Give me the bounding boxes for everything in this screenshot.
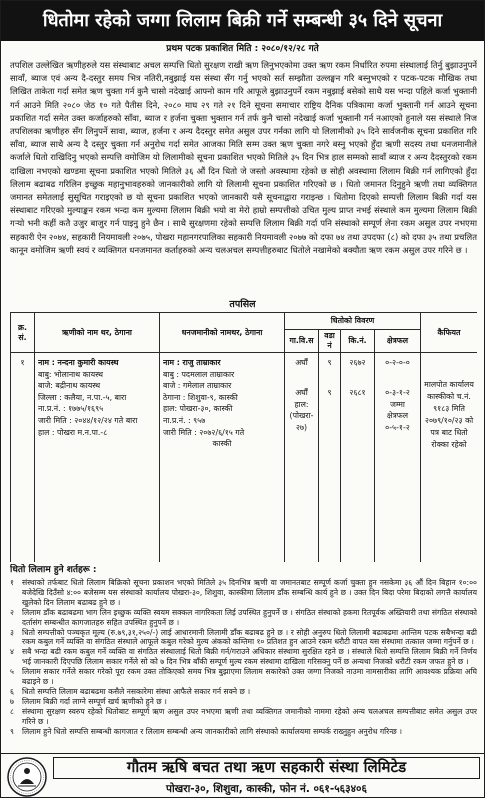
header-collateral: धितोको विवरण	[285, 313, 421, 330]
publication-date: प्रथम पटक प्रकाशित मिति : २०८०/१२/२८ गते	[166, 44, 319, 54]
condition-item	[10, 578, 477, 608]
condition-number: ५	[10, 667, 14, 677]
cooperative-seal-icon	[7, 757, 47, 797]
parcel-2-current-1: (पोखरा-	[289, 411, 314, 421]
condition-item	[10, 707, 477, 727]
guarantor-father: बाबु : पदमलाल ताम्राकार	[163, 369, 235, 379]
condition-text: लिलाम डाँक बढाबढमा भाग लिन इच्छुक व्यक्ति स्वयम सक्कल नागरिकता लिई उपस्थित हुनुपर्ने छ । संगठित संस्थाको हकमा रितपूर्वक अख्तियारी तथा संगठित संस्थाको दर्तासंग सम्बन्धीत कागजातहरु सहित उपस्थित हुनुपर्ने छ ।	[22, 607, 477, 627]
condition-item	[10, 628, 477, 648]
guarantor-current-address: हाल: पोखरा-३०, कास्की	[163, 404, 233, 414]
org-name: गौतम ऋषि बचत तथा ऋण सहकारी संस्था लिमिटेड	[53, 757, 480, 779]
condition-number: ८	[10, 706, 14, 716]
parcel-2-vdc: अर्घौं	[295, 388, 308, 397]
guarantor-grandfather: बाजे : गमेलाल ताम्राकार	[163, 381, 232, 391]
borrower-cell	[35, 353, 160, 563]
notice-title: धितोमा रहेको जग्गा लिलाम बिक्री गर्ने सम्बन्धी ३५ दिने सूचना	[42, 10, 443, 31]
table-header-row	[11, 313, 478, 330]
condition-number: २	[10, 607, 14, 617]
guarantor-name: नाम : राजु ताम्राकार	[163, 358, 221, 367]
guarantor-cell	[160, 353, 285, 563]
condition-item	[10, 667, 477, 687]
condition-text: लिलाम बिक्री गर्दा लाग्ने सम्पूर्ण खर्च ऋणीको हुने छ ।	[22, 696, 167, 706]
condition-text: धितो सम्पत्ति लिलाम बढाबढमा कसैले नसकारेमा संस्था आफैले सकार गर्न सक्ने छ ।	[22, 686, 251, 696]
parcel-2-plot: २६८१	[349, 388, 366, 397]
guarantor-issue-place: कास्की	[212, 439, 232, 449]
header-area: क्षेत्रफल	[375, 330, 421, 353]
intro-paragraph: तपशिल उल्लेखित ऋणीहरुले यस संस्थाबाट अचल सम्पत्ति धितो सुरक्षण राखी ऋण लिनुभएकोमा उक्त ऋण रकम निर्धारित रुपमा संस्थालाई तिर्नु बुझाउनुपर्ने सावाँ, ब्याज एवं अन्य दै-दस्तुर समय भित्र नतिरी,नबुझाई यस संस्था सँग गर्नु भएको सर्त सम्झौता उल्लङ्घन गरि बस्नुभएको र पटक-पटक मौखिक तथा लिखित ताकेता गर्दा समेत ऋण चुक्ता गर्न कुनै चासो नदेखाई आफ्नो काम गरि आफूले बुझाउनुपर्ने रकम नबुझाई बसेको साथै यस भन्दा पहिले कर्जा भुक्तानी गर्न आउने मिति २०८० जेठ १० गते पैतीस दिने, २०८० माघ २९ गते २१ दिने सूचना समाचार राष्ट्रिय दैनिक पत्रिकामा कर्जा भुक्तानी गर्न आउने सूचना प्रकाशित गर्दा समेत उक्त कर्जाहरुको साँवा, ब्याज र हर्जना चुक्ता भुक्तान गर्न तर्फ कुनै चासो नदेखाई कर्जा भुक्तानी गर्न नआएको हुनाले यस संस्थाले निज तपशिलका ऋणीहरु सँग लिनुपर्ने सावा, ब्याज, हर्जना र अन्य दैदस्तुर समेत असुल उपर गर्नका लागि यो लिलामीको ३५ दिने सार्वजनीक सूचना प्रकाशित गरि साँवा, ब्याज साथै अन्य दै दस्तुर चुक्ता गर्न अनुरोध गर्दा समेत आजका मिति सम्म उक्त ऋण चुक्ता नगरे बस्नु भएको हुँदा ऋणी सदस्य तथा धनजमानीले कर्जाले धितो राखिदिनु भएको सम्पत्ति वमोजिम यो लिलामीको सूचना प्रकाशित भएको मितिले ३५ दिन भित्र हाल सम्मको सावाँ ब्याज र अन्य दैदस्तुरको रकम दाखिला नभएको खण्डमा सूचना प्रकाशित भएको मितिले ३६ औं दिन धितो जे जस्तो अवस्थामा रहेको छ सोही अवस्थामा लिलाम बिक्री गर्न लागिएको हुँदा लिलाम बढाबढ गरिलिन इच्छुक महानुभावहरुको जानकारीको लागि यो लिलामी सूचना प्रकाशित गरिएको छ । धितो जमानत दिनुहुने ऋणी तथा व्यक्तिगत जमानत समेतलाई सुसूचित गराइएको छ यो सूचना प्रकाशित भएको जानकारी यसै सूचनाद्वारा गराइन्छ । धितोमा दिएको सम्पत्ती लिलाम बिक्री गर्दा यस संस्थाबाट गरिएको मुल्याङ्कन रकम भन्दा कम मुल्यमा लिलाम बिक्री भयो वा मेरो हाम्रो सम्पत्तीको उचित मुल्य प्राप्त नभई संस्थाले कम मुल्यमा लिलाम बिक्री गर्‍यो भनी कहीं कतै उजुर बाजुर गर्न पाइनु हुने छैन । साथै सुरक्षणमा रहेको सम्पत्ति लिलाम बिक्री गर्दा पनि संस्थाको सम्पूर्ण लेना रकम असुल उपर नभएमा सहकारी ऐन २०७४, सहकारी नियमावली २०७५, पोखरा महानगरपालिका सहकारी नियमावली २०७७ को दफा ७४ तथा उपदफा (८) को दफा ३५ तथा प्रचलित कानून वमोजिम ऋणी स्वयं र व्यक्तिगत धनजमानत कर्ताहरुको अन्य चलअचल सम्पत्तीहरुबाट धितोले नखामेको बक्यौता ऋण रकम असुल उपर गरिने छ ।	[10, 60, 477, 255]
condition-item	[10, 727, 477, 737]
table-row	[11, 353, 478, 563]
parcel-1-vdc: अर्घौं	[295, 358, 308, 367]
parcel-2-area: ०-३-१-२	[385, 388, 410, 397]
guarantor-citizenship-no: ना.प्र.नं. : ९५७	[163, 415, 206, 425]
condition-text: संस्थाको तर्फबाट धितो लिलाम बिक्रिको सूचना प्रकाशन भएको मितिले ३५ दिनभित्र ऋणी वा जमानतबाट सम्पूर्ण कर्जा चुक्ता हुन नसकेमा ३६ औं दिन बिहान १०:०० बजेदेखि दिउँसो ४:०० बजेसम्म यस संस्थाको कार्यालय पोखरा-३०, शिशुवा, कास्कीमा लिलाम डाँक सम्बन्धि कार्य हुने छ । उक्त दिन बिदा परेमा बिदाको लगत्तै कार्यालय खुलेको दिन लिलाम बढाबढ हुने छ ।	[22, 578, 477, 607]
parcel-1-area: ०-२-०-०	[385, 358, 410, 367]
condition-text: धितो सम्पत्तीको पञ्चकृत मूल्य (रु.७९,३१,२५०/-) लाई आधारमानी लिलामी डाँक बढाबढ हुने छ । र सोही अनुरुप धितो लिलामी बढाबढमा आन्तिम पटक सबैभन्दा बढी रकम कबुल गर्ने व्यक्ति वा संगठित संस्थाले आफूले कबुल गरेको मुल्य अंकको कम्तिमा १० प्रतिशत हुन आउने रकम धरौटी वापत यस संस्थामा तत्काल जम्मा गर्नुपर्ने छ ।	[22, 627, 477, 647]
guarantor-address: ठेगाना : शिशुवा-९, कास्की	[163, 392, 238, 402]
condition-number: १	[10, 578, 14, 587]
org-address: पोखरा-३०, शिशुवा, कास्की, फोन नं. ०६१-५६३४०६	[166, 783, 367, 795]
guarantor-issue-date: जारी मिति : २०७२/६/१५ गते	[163, 427, 245, 437]
collateral-plot-cell	[341, 353, 375, 563]
borrower-district: जिल्ला : कलैया, न.पा.-५, बारा	[38, 392, 127, 402]
header-plot: कि.नं.	[341, 330, 375, 353]
collateral-vdc-cell	[285, 353, 319, 563]
header-guarantor: धनजमानीको नामथर, ठेगाना	[160, 313, 285, 353]
collateral-ward-cell	[319, 353, 341, 563]
condition-number: ३	[10, 627, 14, 637]
header-remarks: कैफियत	[421, 313, 477, 353]
header-serial-line2: सं.	[18, 332, 27, 342]
header-ward: वडा नं	[319, 330, 341, 353]
header-vdc: गा.वि.स	[285, 330, 319, 353]
condition-text: लिलाम सकार गर्नेले सकार गरेको पूरा रकम उक्त तोकिएको समय भित्र बुझाएमा लिलाम सकारेको उक्त जग्गा निजको नाउमा नामसारीका लागि आवश्यक प्रक्रिया अघि बढाइने छ ।	[22, 667, 477, 687]
condition-text: लिलाम हुने धितो सम्पत्ति सम्बन्धी कागजात र लिलाम सम्बन्धी अन्य जानकारीको लागि संस्थाको कार्यालयमा सम्पर्क राख्नुहुन अनुरोध गरिन्छ ।	[22, 726, 402, 736]
parcel-2-ward: ९	[327, 388, 332, 397]
borrower-current-address: हाल : पोखरा म.न.पा.-८	[38, 427, 108, 437]
organization-footer	[1, 753, 484, 798]
conditions-list	[10, 578, 477, 752]
total-area-label-1: जम्मा	[390, 399, 405, 409]
borrower-grandfather: बाजे: बद्रीनाथ कायस्थ	[38, 381, 101, 391]
header-serial	[11, 313, 35, 353]
borrower-citizenship-no: ना.प्र.नं. : १७७५/१६९५	[38, 404, 104, 414]
condition-number: ४	[10, 647, 14, 657]
condition-item	[10, 647, 477, 667]
header-serial-line1: क्र.	[18, 322, 27, 332]
condition-text: सबै भन्दा बढी रकम कबुल गर्ने व्यक्ति वा संगठित संस्थालाई धितो बिक्री गर्न/गराउने अधिकार संस्थामा सुरक्षित रहने छ । संस्थाले धितो सम्पत्ति लिलाम बिक्री गर्ने निर्णय भई जानकारी दिएपछि लिलाम सकार गर्नेले सो को ७ दिन भित्र बाँकी सम्पूर्ण मुल्य रकम संस्थामा दाखिला गरिसक्नु पर्ने छ अन्यथा निजको धरौटी रकम जफत हुने छ ।	[22, 647, 477, 667]
header-borrower: ऋणीको नाम थर, ठेगाना	[35, 313, 160, 353]
borrower-name: नाम : नन्दना कुमारी कायस्थ	[38, 358, 119, 367]
condition-number: ७	[10, 696, 14, 706]
condition-number: ६	[10, 686, 14, 696]
auction-schedule	[10, 312, 477, 562]
parcel-1-plot: २६७२	[349, 358, 366, 367]
schedule-heading: तपसिल	[229, 299, 256, 310]
borrower-father: बाबु: भोलानाथ कायस्थ	[38, 369, 104, 379]
borrower-issue-date: जारी मिति : २०४४/१२/२४ गते बारा	[38, 415, 138, 425]
parcel-2-current-label: हाल:	[294, 399, 309, 409]
condition-item	[10, 687, 477, 697]
condition-number: ९	[10, 726, 14, 736]
total-area: ०-५-१-२	[385, 422, 410, 432]
total-area-label-2: क्षेत्रफल	[386, 411, 409, 421]
auction-schedule-table	[10, 312, 477, 562]
parcel-1-ward: ९	[327, 358, 332, 367]
condition-item	[10, 608, 477, 628]
collateral-area-cell	[375, 353, 421, 563]
remarks-cell: मालपोत कार्यालय कास्कीको च.नं. ९१८३ मिति २०७९/१०/२३ को पत्र बाट धितो रोक्का रहेको	[421, 353, 477, 563]
parcel-2-current-2: २७)	[295, 422, 308, 432]
notice-title-banner	[1, 1, 484, 41]
row-serial: १	[11, 353, 35, 563]
conditions-heading: धितो लिलाम हुने शर्तहरू :	[10, 565, 97, 575]
condition-text: संस्थामा सुरक्षण स्वरुप रहेको धितोबाट सम्पूर्ण ऋण असुल उपर नभएमा ऋणी तथा व्यक्तिगत जमानीको नाममा रहेको अन्य चलअचल सम्पत्तीबाट समेत असुल उपर गरिने छ ।	[22, 706, 477, 726]
condition-item	[10, 697, 477, 707]
